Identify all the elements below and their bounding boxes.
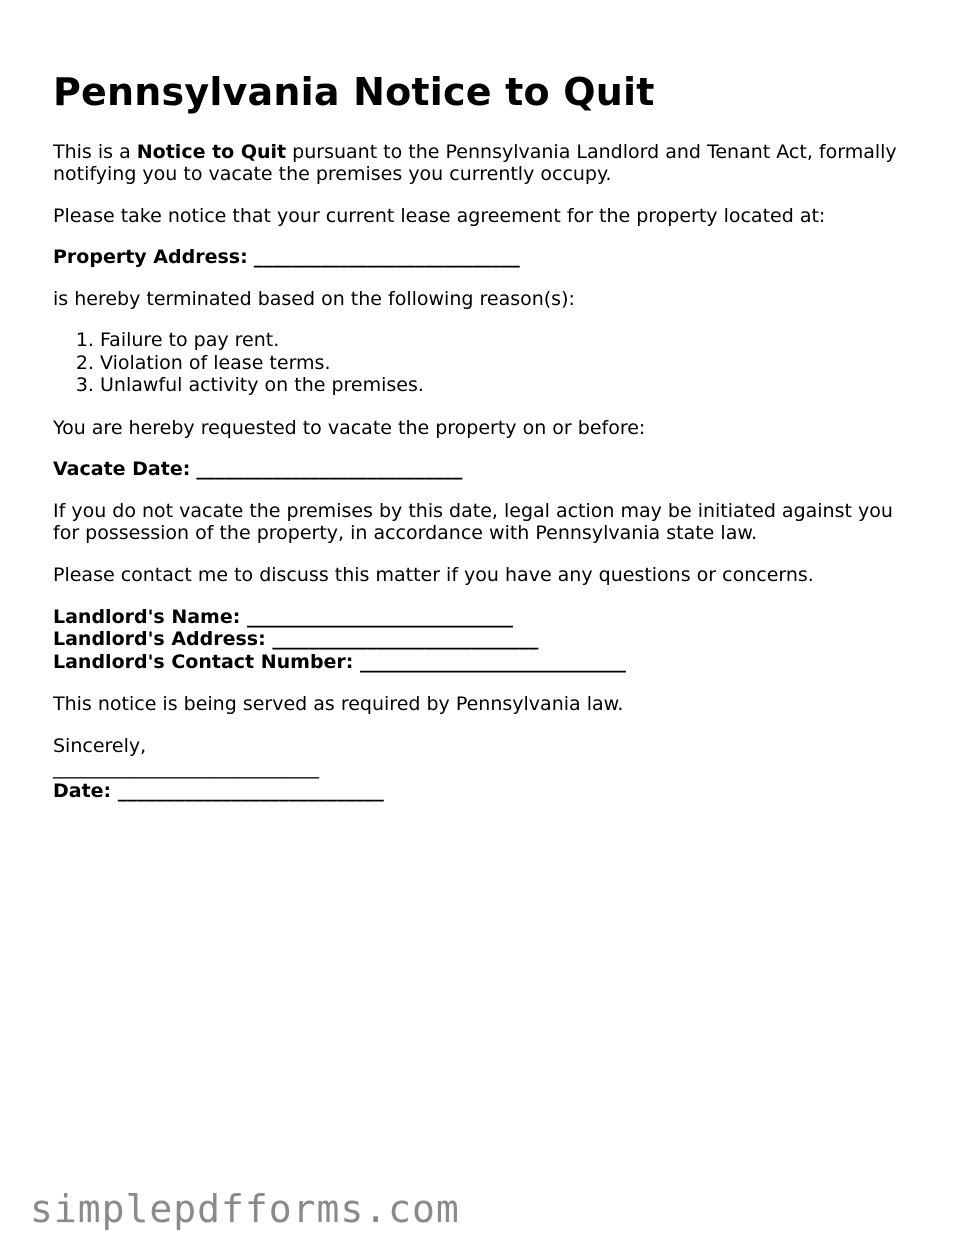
served-text: This notice is being served as required by Pennsylvania law. <box>53 693 624 715</box>
reason-item: 3. Unlawful activity on the premises. <box>100 374 424 397</box>
contact-text: Please contact me to discuss this matter if you have any questions or concerns. <box>53 564 814 586</box>
intro-line-1 <box>53 141 897 164</box>
landlord-contact-blank: ____________________________ <box>360 651 627 673</box>
legal-action-line-2: for possession of the property, in accordance with Pennsylvania state law. <box>53 522 758 544</box>
vacate-date-label: Vacate Date: <box>53 458 191 480</box>
date-line <box>53 780 384 803</box>
landlord-address-line <box>53 628 538 651</box>
intro-bold-term: Notice to Quit <box>136 141 287 163</box>
vacate-date-blank: ____________________________ <box>196 458 463 480</box>
property-address-label: Property Address: <box>53 246 248 268</box>
vacate-request-text: You are hereby requested to vacate the property on or before: <box>53 417 646 439</box>
vacate-date-line <box>53 458 462 481</box>
landlord-contact-line <box>53 651 626 674</box>
document-title: Pennsylvania Notice to Quit <box>53 70 655 114</box>
landlord-contact-label: Landlord's Contact Number: <box>53 651 354 673</box>
landlord-address-label: Landlord's Address: <box>53 628 266 650</box>
property-address-blank: ____________________________ <box>253 246 520 268</box>
landlord-name-label: Landlord's Name: <box>53 606 241 628</box>
date-blank: ____________________________ <box>117 780 384 802</box>
landlord-name-line <box>53 606 513 629</box>
signature-blank: ____________________________ <box>53 757 319 779</box>
closing-text: Sincerely, <box>53 735 147 757</box>
property-address-line <box>53 246 520 269</box>
lease-notice-text: Please take notice that your current lease agreement for the property located at: <box>53 205 826 227</box>
reason-item: 2. Violation of lease terms. <box>100 352 424 375</box>
intro-line-2: notifying you to vacate the premises you currently occupy. <box>53 163 612 185</box>
watermark: simplepdfforms.com <box>30 1187 460 1231</box>
legal-action-line-1: If you do not vacate the premises by this date, legal action may be initiated against you <box>53 500 893 522</box>
reason-item: 1. Failure to pay rent. <box>100 329 424 352</box>
reasons-list <box>53 329 424 397</box>
intro-line1-rest: pursuant to the Pennsylvania Landlord and Tenant Act, formally <box>286 141 897 163</box>
date-label: Date: <box>53 780 112 802</box>
landlord-name-blank: ____________________________ <box>246 606 513 628</box>
terminated-text: is hereby terminated based on the following reason(s): <box>53 288 575 310</box>
landlord-address-blank: ____________________________ <box>272 628 539 650</box>
intro-prefix: This is a <box>53 141 137 163</box>
